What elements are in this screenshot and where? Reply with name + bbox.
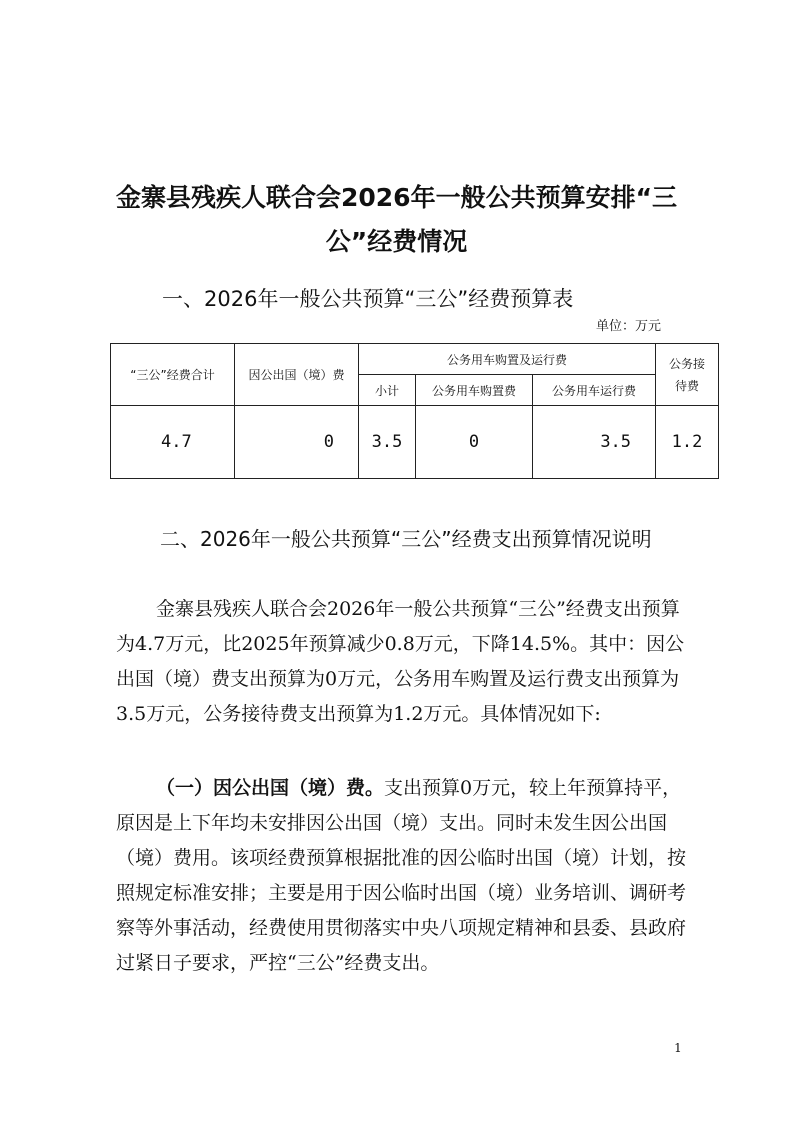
header-abroad: 因公出国（境）费 (235, 344, 359, 406)
value-abroad: 0 (235, 406, 359, 479)
header-total: “三公”经费合计 (111, 344, 235, 406)
header-vehicle-operation: 公务用车运行费 (533, 375, 656, 406)
value-vehicle-purchase: 0 (416, 406, 533, 479)
value-reception: 1.2 (656, 406, 719, 479)
document-title: 金寨县残疾人联合会2026年一般公共预算安排“三公”经费情况 (115, 183, 677, 256)
section2-heading: 二、2026年一般公共预算“三公”经费支出预算情况说明 (160, 527, 652, 551)
value-total: 4.7 (111, 406, 235, 479)
value-vehicle-operation: 3.5 (533, 406, 656, 479)
header-vehicle-group: 公务用车购置及运行费 (359, 344, 656, 375)
header-subtotal: 小计 (359, 375, 416, 406)
header-vehicle-purchase: 公务用车购置费 (416, 375, 533, 406)
paragraph-abroad (116, 771, 686, 981)
paragraph-abroad-body: 支出预算0万元，较上年预算持平，原因是上下年均未安排因公出国（境）支出。同时未发生因公出国（境）费用。该项经费预算根据批准的因公临时出国（境）计划，按照规定标准安排；主要是用于因公临时出国（境）业务培训、调研考察等外事活动，经费使用贯彻落实中央八项规定精神和县委、县政府过紧日子要求，严控“三公”经费支出。 (116, 777, 687, 974)
page-number: 1 (674, 1041, 682, 1055)
paragraph-summary: 金寨县残疾人联合会2026年一般公共预算“三公”经费支出预算为4.7万元，比2025年预算减少0.8万元，下降14.5%。其中：因公出国（境）费支出预算为0万元，公务用车购置及运行费支出预算为3.5万元，公务接待费支出预算为1.2万元。具体情况如下: (116, 598, 685, 725)
paragraph-abroad-lead: （一）因公出国（境）费。 (156, 777, 385, 799)
header-reception: 公务接待费 (656, 344, 719, 406)
unit-label: 单位：万元 (596, 319, 662, 334)
value-subtotal: 3.5 (359, 406, 416, 479)
section1-heading: 一、2026年一般公共预算“三公”经费预算表 (162, 287, 574, 311)
budget-table (110, 343, 719, 479)
